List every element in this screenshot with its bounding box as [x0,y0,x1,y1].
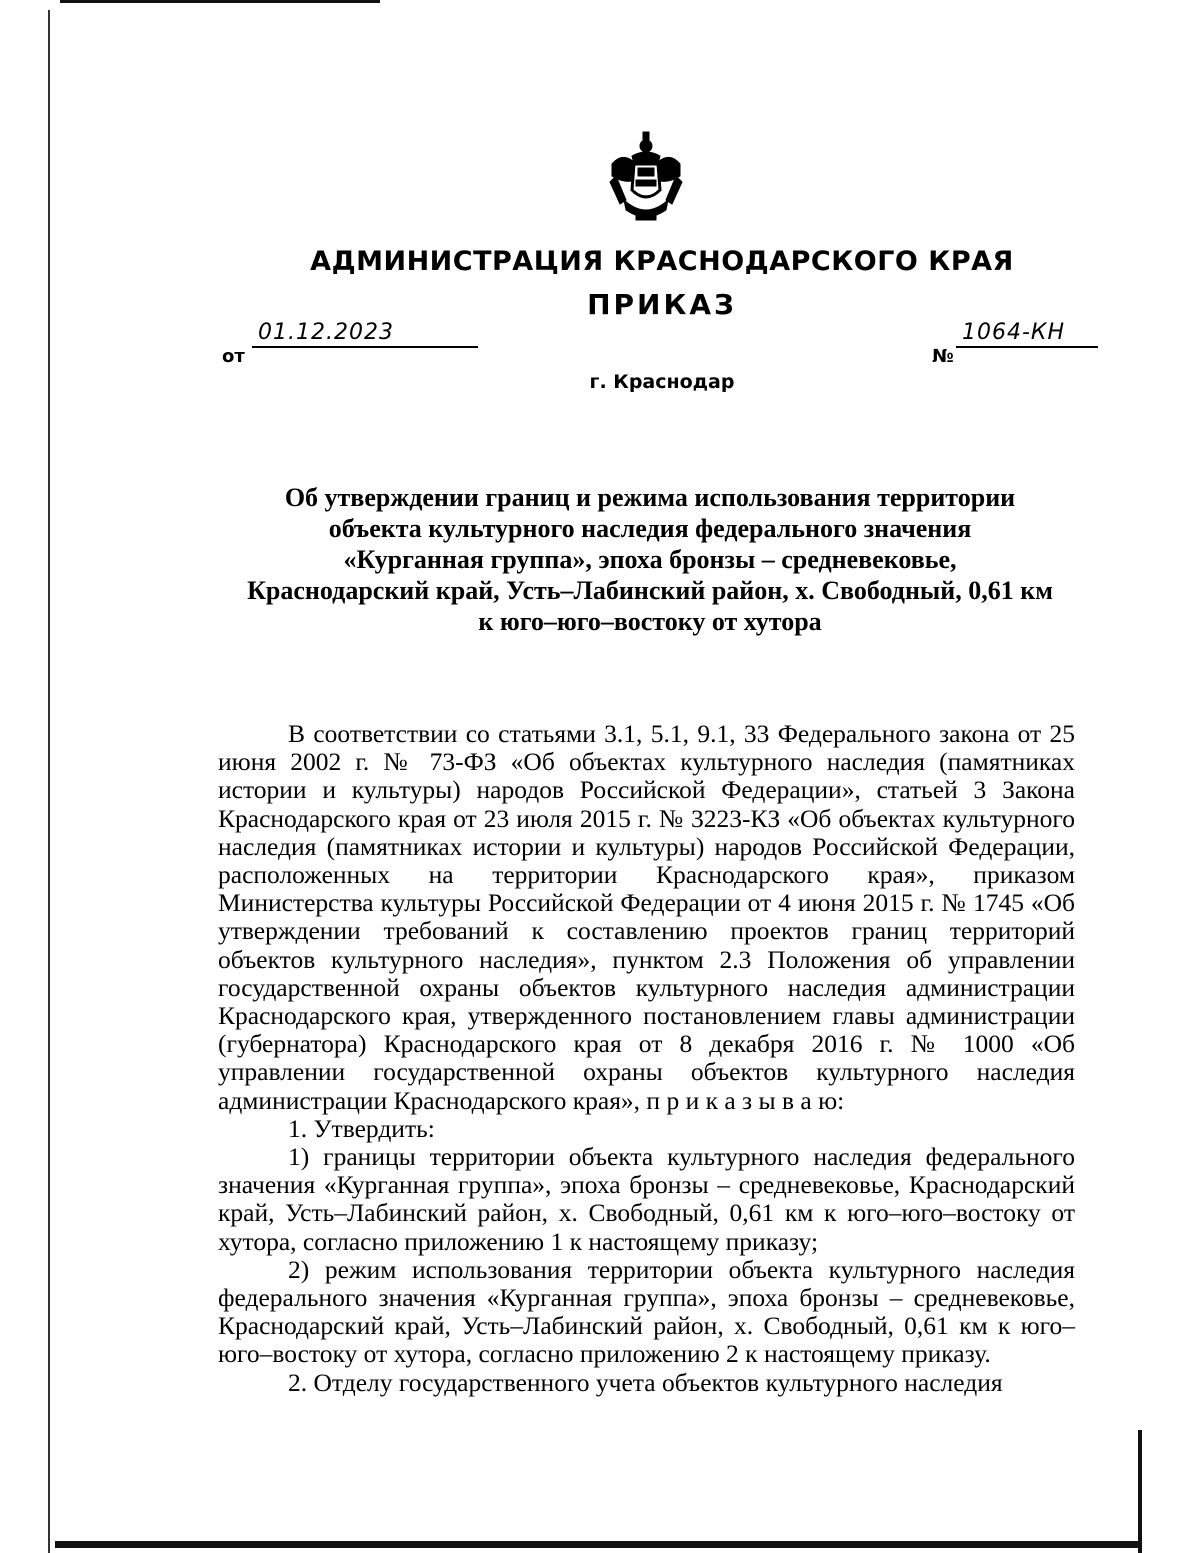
number-label: № [932,346,954,367]
krasnodar-coat-of-arms-emblem [606,130,686,224]
title-line: Об утверждении границ и режима использования территории [284,483,1016,512]
preamble-paragraph [218,720,1075,1115]
scan-edge-top [60,0,380,3]
title-line: объекта культурного наследия федерального значения [328,514,972,543]
organization-name: АДМИНИСТРАЦИЯ КРАСНОДАРСКОГО КРАЯ [310,246,1014,277]
preamble-text: В соответствии со статьями 3.1, 5.1, 9.1, 33 Федерального закона от 25 июня 2002 г. № 73-ФЗ «Об объектах культурного наследия (памятниках истории и культуры) народов Российской Федерации», статьей 3 Закона Краснодарского края от 23 июля 2015 г. № 3223-КЗ «Об объектах культурного наследия (памятниках истории и культуры) народов Российской Федерации, расположенных на территории Краснодарского края», приказом Министерства культуры Российской Федерации от 4 июня 2015 г. № 1745 «Об утверждении требований к составлению проектов границ территорий объектов культурного наследия», пунктом 2.3 Положения об управлении государственной охраны объектов культурного наследия администрации Краснодарского края, утвержденного постановлением главы администрации (губернатора) Краснодарского края от 8 декабря 2016 г. № 1000 «Об управлении государственной охраны объектов культурного наследия администрации Краснодарского края», [218,719,1075,1115]
item-2: 2. Отделу государственного учета объектов культурного наследия [288,1367,1003,1397]
title-line: Краснодарский край, Усть–Лабинский район, х. Свободный, 0,61 км [247,576,1053,605]
item-1-2: 2) режим использования территории объекта культурного наследия федерального значения «Курганная группа», эпоха бронзы – средневековье, Краснодарский край, Усть–Лабинский район, х. Свободный, 0,61 км к юго–юго–востоку от хутора, согласно приложению 2 к настоящему приказу. [218,1254,1075,1369]
date-handwritten: 01.12.2023 [252,322,478,348]
item-1: 1. Утвердить: [288,1113,435,1143]
scan-edge-bottom [55,1541,1140,1548]
document-type: ПРИКАЗ [587,288,737,321]
scan-edge-left [48,10,50,1553]
order-word: п р и к а з ы в а ю: [646,1085,845,1115]
title-line: «Курганная группа», эпоха бронзы – средневековье, [343,545,957,574]
scan-edge-right [1138,1430,1142,1553]
number-handwritten: 1064-КН [956,322,1098,348]
date-label: от [222,346,245,367]
title-line: к юго–юго–востоку от хутора [478,607,822,636]
item-1-1: 1) границы территории объекта культурного наследия федерального значения «Курганная группа», эпоха бронзы – средневековье, Краснодарский край, Усть–Лабинский район, х. Свободный, 0,61 км к юго–юго–востоку от хутора, согласно приложению 1 к настоящему приказу; [218,1142,1075,1256]
document-body [218,720,1075,1397]
document-title [230,482,1070,637]
city: г. Краснодар [589,371,735,393]
